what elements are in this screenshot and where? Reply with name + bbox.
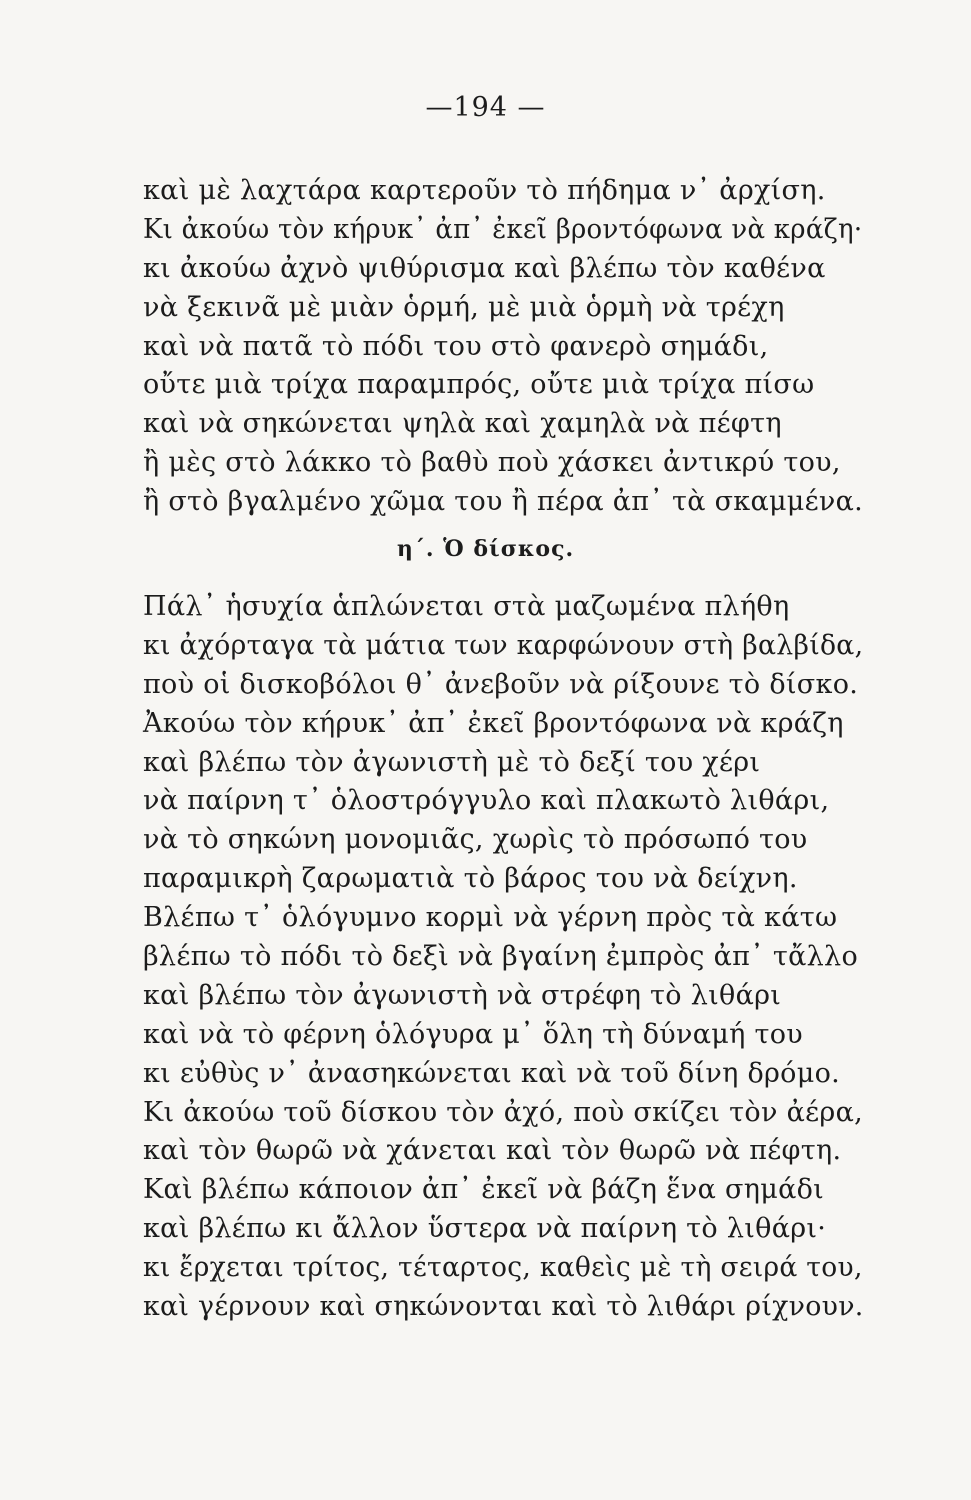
poem-line: ποὺ οἱ δισκοβόλοι θ᾽ ἀνεβοῦν νὰ ρίξουνε τὸ δίσκο.: [143, 668, 859, 700]
poem-line: καὶ νὰ τὸ φέρνη ὁλόγυρα μ᾽ ὅλη τὴ δύναμή του: [143, 1018, 803, 1050]
poem-line: Ἀκούω τὸν κήρυκ᾽ ἀπ᾽ ἐκεῖ βροντόφωνα νὰ κράζη: [143, 707, 844, 739]
poem-line: Πάλ᾽ ἡσυχία ἁπλώνεται στὰ μαζωμένα πλήθη: [143, 591, 790, 622]
poem-line: νὰ τὸ σηκώνη μονομιᾶς, χωρὶς τὸ πρόσωπό του: [143, 824, 808, 856]
poem-line: βλέπω τὸ πόδι τὸ δεξὶ νὰ βγαίνη ἐμπρὸς ἀπ᾽ τἄλλο: [143, 941, 859, 973]
poem-line: κι εὐθὺς ν᾽ ἀνασηκώνεται καὶ νὰ τοῦ δίνη δρόμο.: [143, 1057, 841, 1089]
poem-line: κι ἀχόρταγα τὰ μάτια των καρφώνουν στὴ βαλβίδα,: [143, 629, 864, 661]
poem-line: παραμικρὴ ζαρωματιὰ τὸ βάρος του νὰ δείχνη.: [143, 863, 798, 895]
poem-line: καὶ γέρνουν καὶ σηκώνονται καὶ τὸ λιθάρι ρίχνουν.: [143, 1291, 864, 1323]
poem-line: οὔτε μιὰ τρίχα παραμπρός, οὔτε μιὰ τρίχα πίσω: [143, 369, 815, 401]
page-number: —194 —: [425, 92, 546, 123]
poem-stanza-1: [143, 172, 863, 522]
poem-line: Βλέπω τ᾽ ὁλόγυμνο κορμὶ νὰ γέρνη πρὸς τὰ κάτω: [143, 902, 838, 934]
poem-line: κι ἀκούω ἀχνὸ ψιθύρισμα καὶ βλέπω τὸν καθένα: [143, 252, 826, 284]
poem-line: καὶ τὸν θωρῶ νὰ χάνεται καὶ τὸν θωρῶ νὰ πέφτη.: [143, 1135, 842, 1167]
section-heading: η΄. Ὁ δίσκος.: [396, 536, 575, 562]
poem-line: νὰ ξεκινᾶ μὲ μιὰν ὁρμή, μὲ μιὰ ὁρμὴ νὰ τρέχη: [143, 291, 785, 323]
poem-line: καὶ μὲ λαχτάρα καρτεροῦν τὸ πήδημα ν᾽ ἀρχίση.: [143, 175, 826, 206]
poem-line: ἢ στὸ βγαλμένο χῶμα του ἢ πέρα ἀπ᾽ τὰ σκαμμένα.: [143, 486, 863, 518]
poem-line: καὶ βλέπω τὸν ἀγωνιστὴ μὲ τὸ δεξί του χέρι: [143, 746, 761, 778]
poem-stanza-2: [143, 588, 863, 1327]
poem-line: κι ἔρχεται τρίτος, τέταρτος, καθεὶς μὲ τὴ σειρά του,: [143, 1252, 863, 1284]
poem-line: καὶ βλέπω τὸν ἀγωνιστὴ νὰ στρέφη τὸ λιθάρι: [143, 979, 782, 1011]
poem-line: καὶ νὰ πατᾶ τὸ πόδι του στὸ φανερὸ σημάδι,: [143, 330, 769, 362]
poem-line: Κι ἀκούω τοῦ δίσκου τὸν ἀχό, ποὺ σκίζει τὸν ἀέρα,: [143, 1096, 863, 1128]
poem-line: ἢ μὲς στὸ λάκκο τὸ βαθὺ ποὺ χάσκει ἀντικρύ του,: [143, 447, 841, 479]
poem-line: καὶ νὰ σηκώνεται ψηλὰ καὶ χαμηλὰ νὰ πέφτη: [143, 408, 782, 440]
poem-line: νὰ παίρνη τ᾽ ὁλοστρόγγυλο καὶ πλακωτὸ λιθάρι,: [143, 785, 830, 817]
poem-line: Κι ἀκούω τὸν κήρυκ᾽ ἀπ᾽ ἐκεῖ βροντόφωνα νὰ κράζη·: [143, 213, 863, 245]
poem-line: Καὶ βλέπω κάποιον ἀπ᾽ ἐκεῖ νὰ βάζη ἕνα σημάδι: [143, 1174, 825, 1206]
poem-line: καὶ βλέπω κι ἄλλον ὕστερα νὰ παίρνη τὸ λιθάρι·: [143, 1213, 827, 1245]
